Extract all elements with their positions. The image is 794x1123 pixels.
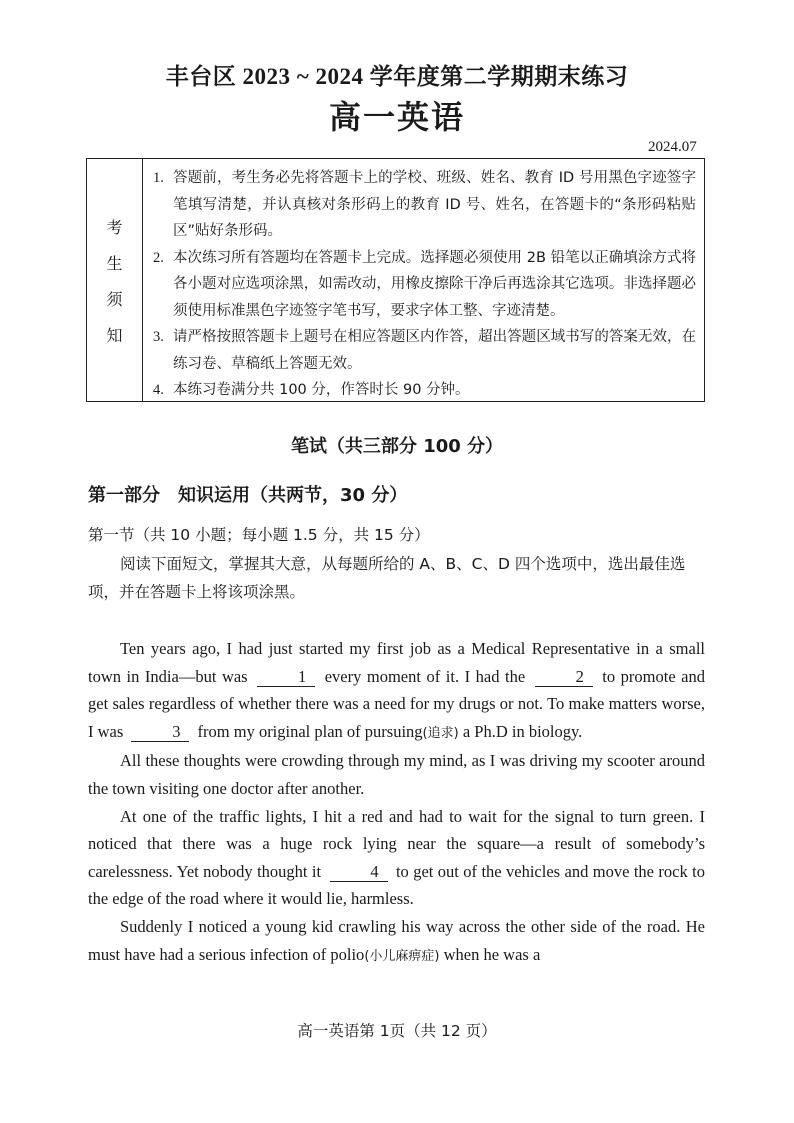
page-footer: 高一英语第 1页（共 12 页） xyxy=(297,1022,497,1040)
passage-text: when he was a xyxy=(443,944,541,964)
notice-item xyxy=(153,377,696,404)
subject-title: 高一英语 xyxy=(328,98,465,136)
notice-label-char: 生 xyxy=(106,253,123,273)
chinese-gloss: (小儿麻痹症) xyxy=(364,948,440,964)
passage-paragraph xyxy=(88,635,705,747)
passage-paragraph: All these thoughts were crowding through my mind, as I was driving my scooter around the town visiting one doctor after another. xyxy=(88,751,705,798)
candidate-notice-box xyxy=(86,158,705,402)
answer-blank: 2 xyxy=(535,668,593,687)
answer-blank: 4 xyxy=(330,863,388,882)
notice-list xyxy=(143,159,704,401)
passage-paragraph xyxy=(88,913,705,970)
notice-item-text: 本次练习所有答题均在答题卡上完成。选择题必须使用 2B 铅笔以正确填涂方式将各小题对应选项涂黑，如需改动，用橡皮擦除干净后再选涂其它选项。非选择题必须使用标准黑色字迹签字笔书写，要求字体工整、字迹清楚。 xyxy=(173,249,696,319)
reading-passage xyxy=(88,608,705,970)
chinese-gloss: (追求) xyxy=(422,725,459,741)
subsection-title: 第一节（共 10 小题；每小题 1.5 分，共 15 分） xyxy=(88,526,430,544)
exam-title: 丰台区 2023 ~ 2024 学年度第二学期期末练习 xyxy=(165,64,629,89)
notice-item-number: 1. xyxy=(153,170,164,186)
answer-blank: 3 xyxy=(131,723,189,742)
passage-text: Ten years ago, I had just started my first job as a Medical Representative in a small town in India—but was xyxy=(88,639,705,686)
passage-text: to promote and get sales regardless of whether there was a need for my drugs or not. To make matters worse, I was xyxy=(88,666,706,741)
passage-text: a Ph.D in biology. xyxy=(462,721,583,741)
notice-item-number: 4. xyxy=(153,382,164,398)
notice-item xyxy=(153,245,696,325)
exam-date: 2024.07 xyxy=(648,139,697,155)
notice-label-char: 知 xyxy=(106,325,123,345)
notice-label-char: 须 xyxy=(106,289,123,309)
instruction-text: 阅读下面短文，掌握其大意，从每题所给的 A、B、C、D 四个选项中，选出最佳选项，并在答题卡上将该项涂黑。 xyxy=(88,555,686,601)
notice-item xyxy=(153,165,696,245)
passage-text: At one of the traffic lights, I hit a red and had to wait for the signal to turn green. I noticed that there was a huge rock lying near the square—a result of somebody’s carelessness. Yet nobody thought it xyxy=(88,806,705,881)
passage-text: every moment of it. I had the xyxy=(324,666,526,686)
part-title: 第一部分 知识运用（共两节，30 分） xyxy=(88,485,408,506)
notice-item-number: 3. xyxy=(153,329,164,345)
notice-label xyxy=(87,159,143,401)
passage-paragraph xyxy=(88,803,705,913)
notice-item-text: 答题前，考生务必先将答题卡上的学校、班级、姓名、教育 ID 号用黑色字迹签字笔填写清楚，并认真核对条形码上的教育 ID 号、姓名，在答题卡的“条形码粘贴区”贴好条形码。 xyxy=(173,170,696,239)
notice-label-char: 考 xyxy=(106,217,123,237)
answer-blank: 1 xyxy=(257,668,315,687)
passage-text: Suddenly I noticed a young kid crawling his way across the other side of the road. He must have had a serious infection of polio xyxy=(88,916,705,964)
notice-item-number: 2. xyxy=(153,249,164,266)
notice-item xyxy=(153,324,696,377)
notice-item-text: 请严格按照答题卡上题号在相应答题区内作答，超出答题区域书写的答案无效，在练习卷、草稿纸上答题无效。 xyxy=(173,329,696,372)
section-title: 笔试（共三部分 100 分） xyxy=(290,436,504,457)
notice-item-text: 本练习卷满分共 100 分，作答时长 90 分钟。 xyxy=(173,382,470,398)
passage-text: to get out of the vehicles and move the rock to the edge of the road where it would lie, harmless. xyxy=(88,861,705,909)
passage-text: from my original plan of pursuing xyxy=(197,721,423,741)
